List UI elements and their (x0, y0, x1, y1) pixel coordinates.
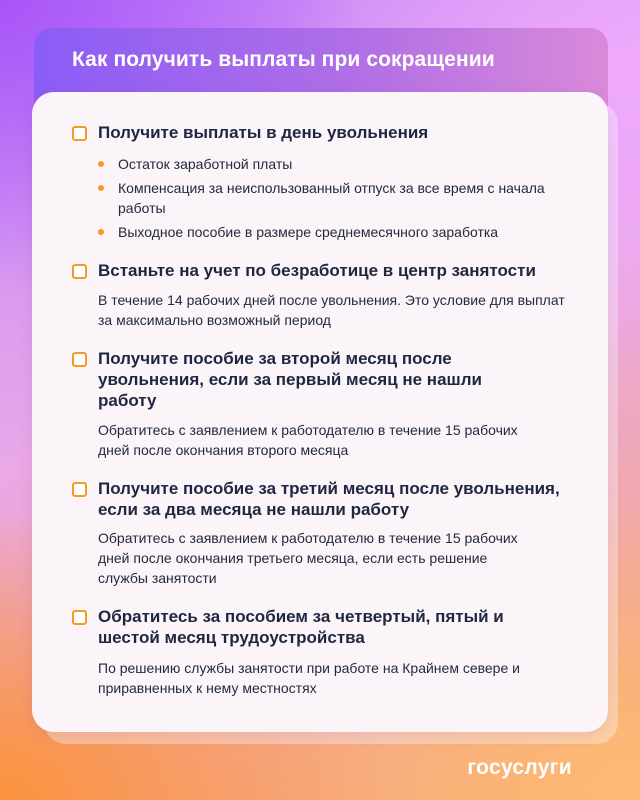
step-title: Получите пособие за третий месяц после увольнения, если за два месяца не нашли работу (98, 479, 560, 519)
checkbox-icon (72, 264, 87, 279)
step-description: Обратитесь с заявлением к работодателю в течение 15 рабочих дней после окончания второго месяца (98, 422, 518, 458)
list-item (98, 154, 598, 174)
checkbox-icon (72, 482, 87, 497)
list-item (98, 222, 598, 242)
page-title: Как получить выплаты при сокращении (72, 48, 495, 71)
step-title: Получите выплаты в день увольнения (98, 123, 429, 142)
step-title: Встаньте на учет по безработице в центр занятости (98, 261, 536, 280)
list-item-text: Компенсация за неиспользованный отпуск за все время с начала работы (118, 180, 545, 216)
step-title: Получите пособие за второй месяц после увольнения, если за первый месяц не нашли работу (98, 349, 482, 410)
step-title: Обратитесь за пособием за четвертый, пятый и шестой месяц трудоустройства (98, 607, 504, 647)
step-description: В течение 14 рабочих дней после увольнения. Это условие для выплат за максимально возможный период (98, 292, 565, 328)
gosuslugi-logo: госуслуги (467, 756, 572, 779)
bullet-dot-icon (98, 229, 104, 235)
bullet-dot-icon (98, 161, 104, 167)
checkbox-icon (72, 352, 87, 367)
list-item (98, 178, 558, 218)
bullet-dot-icon (98, 185, 104, 191)
bullet-list (98, 154, 598, 242)
list-item-text: Остаток заработной платы (118, 156, 293, 172)
checkbox-icon (72, 126, 87, 141)
info-card (32, 92, 608, 732)
step-description: Обратитесь с заявлением к работодателю в течение 15 рабочих дней после окончания третьего месяца, если есть решение службы занятости (98, 530, 518, 586)
list-item-text: Выходное пособие в размере среднемесячного заработка (118, 224, 499, 240)
step-description: По решению службы занятости при работе на Крайнем севере и приравненных к нему местностях (98, 660, 520, 696)
checkbox-icon (72, 610, 87, 625)
